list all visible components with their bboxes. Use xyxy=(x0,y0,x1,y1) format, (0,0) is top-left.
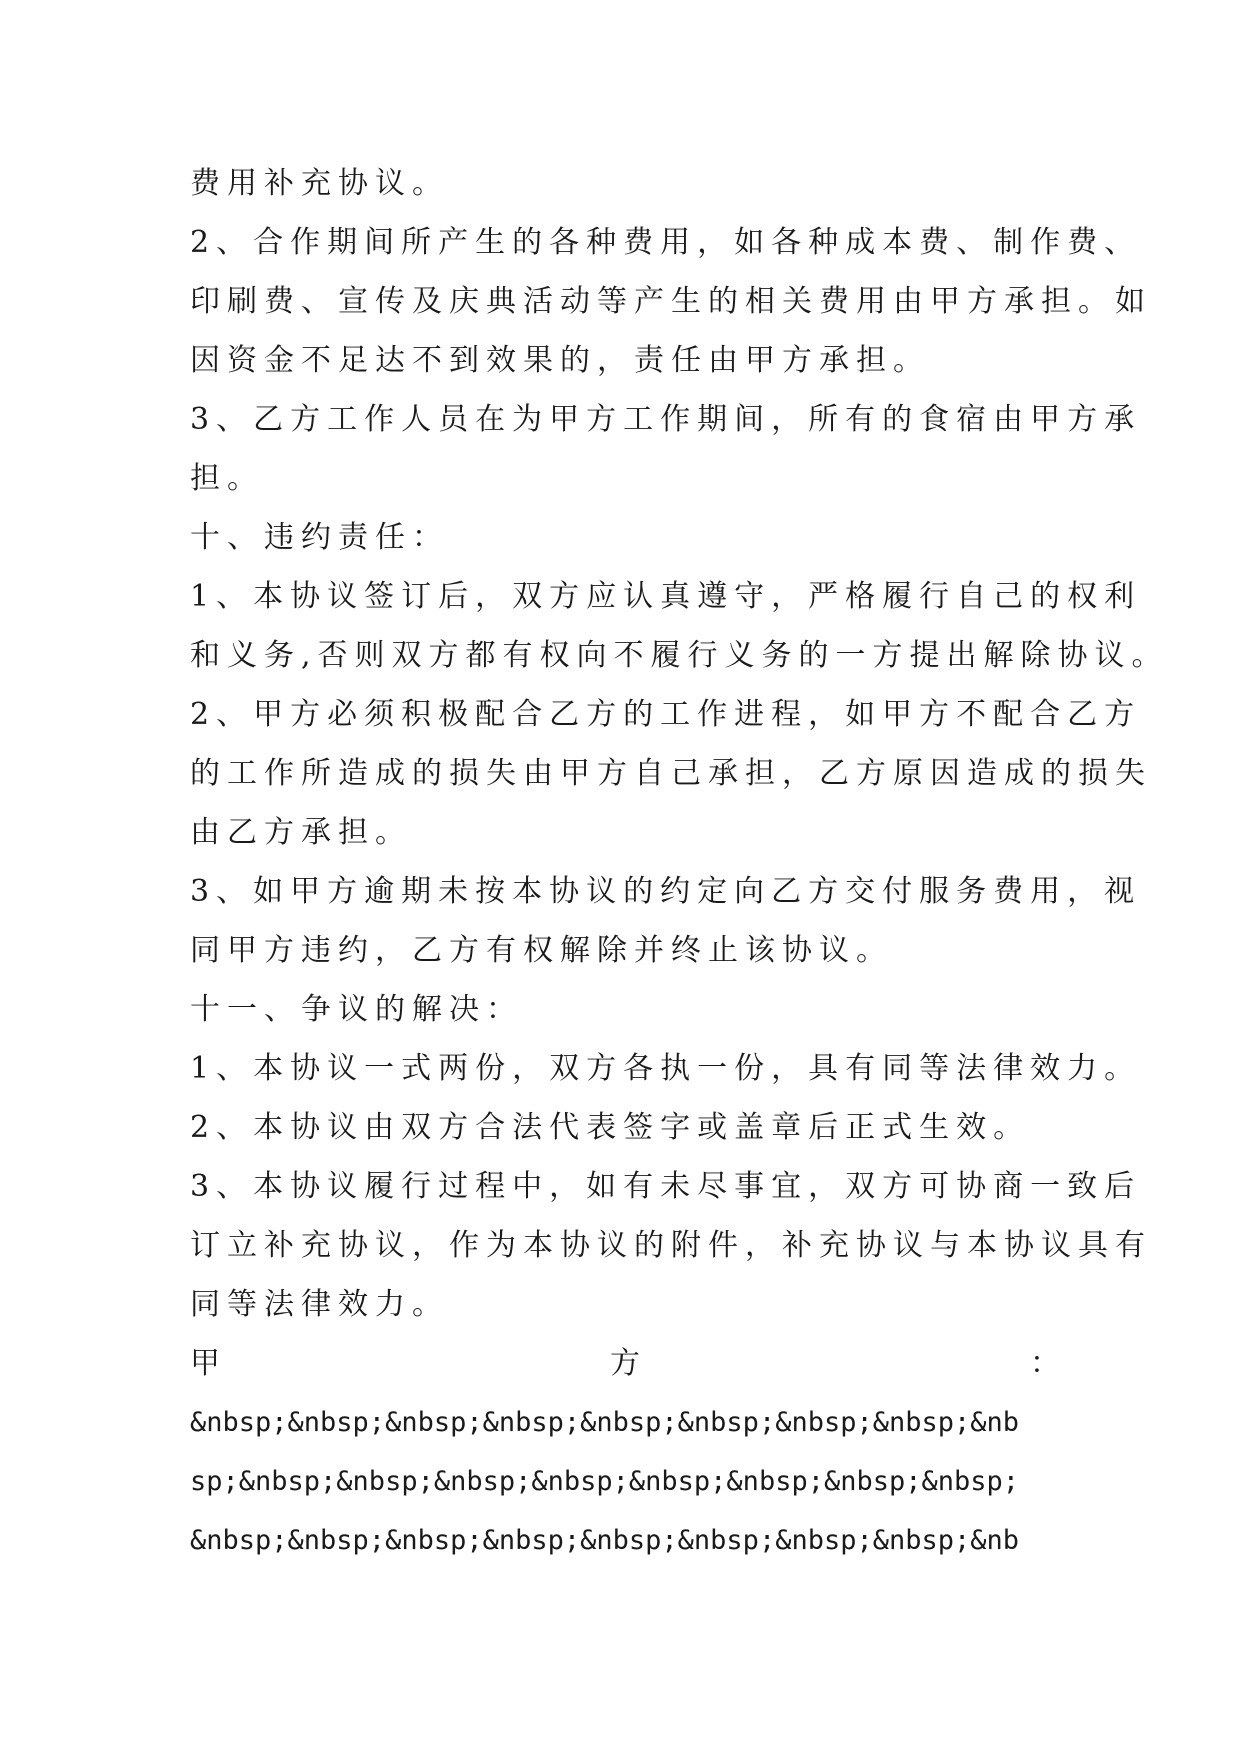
party-a-signature-label xyxy=(190,1334,1060,1393)
signature-char: 甲 xyxy=(190,1346,220,1381)
nbsp-text-line: &nbsp;&nbsp;&nbsp;&nbsp;&nbsp;&nbsp;&nbsp;&nbsp;&nb xyxy=(190,1407,1020,1438)
text-line: 1、本协议一式两份，双方各执一份，具有同等法律效力。 xyxy=(190,1051,1142,1086)
section-heading: 十一、争议的解决： xyxy=(190,992,523,1027)
text-line: 的工作所造成的损失由甲方自己承担，乙方原因造成的损失 xyxy=(190,756,1152,791)
text-line: 和义务,否则双方都有权向不履行义务的一方提出解除协议。 xyxy=(190,638,1169,673)
signature-char: 方 xyxy=(610,1346,640,1381)
text-line: 3、如甲方逾期未按本协议的约定向乙方交付服务费用，视 xyxy=(190,874,1142,909)
text-line: 2、本协议由双方合法代表签字或盖章后正式生效。 xyxy=(190,1110,1031,1145)
section-heading: 十、违约责任： xyxy=(190,520,449,555)
text-line: 3、本协议履行过程中，如有未尽事宜，双方可协商一致后 xyxy=(190,1169,1142,1204)
text-line: 2、甲方必须积极配合乙方的工作进程，如甲方不配合乙方 xyxy=(190,697,1142,732)
nbsp-text-line: sp;&nbsp;&nbsp;&nbsp;&nbsp;&nbsp;&nbsp;&nbsp;&nbsp; xyxy=(190,1466,1020,1497)
document-body xyxy=(190,154,1169,1570)
text-line: 同甲方违约，乙方有权解除并终止该协议。 xyxy=(190,933,893,968)
text-line: 由乙方承担。 xyxy=(190,815,412,850)
text-line: 担。 xyxy=(190,461,264,496)
text-line: 2、合作期间所产生的各种费用，如各种成本费、制作费、 xyxy=(190,225,1142,260)
text-line: 因资金不足达不到效果的，责任由甲方承担。 xyxy=(190,343,930,378)
signature-char: ： xyxy=(1030,1346,1060,1381)
text-line: 订立补充协议，作为本协议的附件，补充协议与本协议具有 xyxy=(190,1228,1152,1263)
text-line: 同等法律效力。 xyxy=(190,1287,449,1322)
text-line: 费用补充协议。 xyxy=(190,166,449,201)
text-line: 1、本协议签订后，双方应认真遵守，严格履行自己的权利 xyxy=(190,579,1142,614)
text-line: 3、乙方工作人员在为甲方工作期间，所有的食宿由甲方承 xyxy=(190,402,1142,437)
text-line: 印刷费、宣传及庆典活动等产生的相关费用由甲方承担。如 xyxy=(190,284,1152,319)
nbsp-text-line: &nbsp;&nbsp;&nbsp;&nbsp;&nbsp;&nbsp;&nbsp;&nbsp;&nb xyxy=(190,1525,1020,1556)
